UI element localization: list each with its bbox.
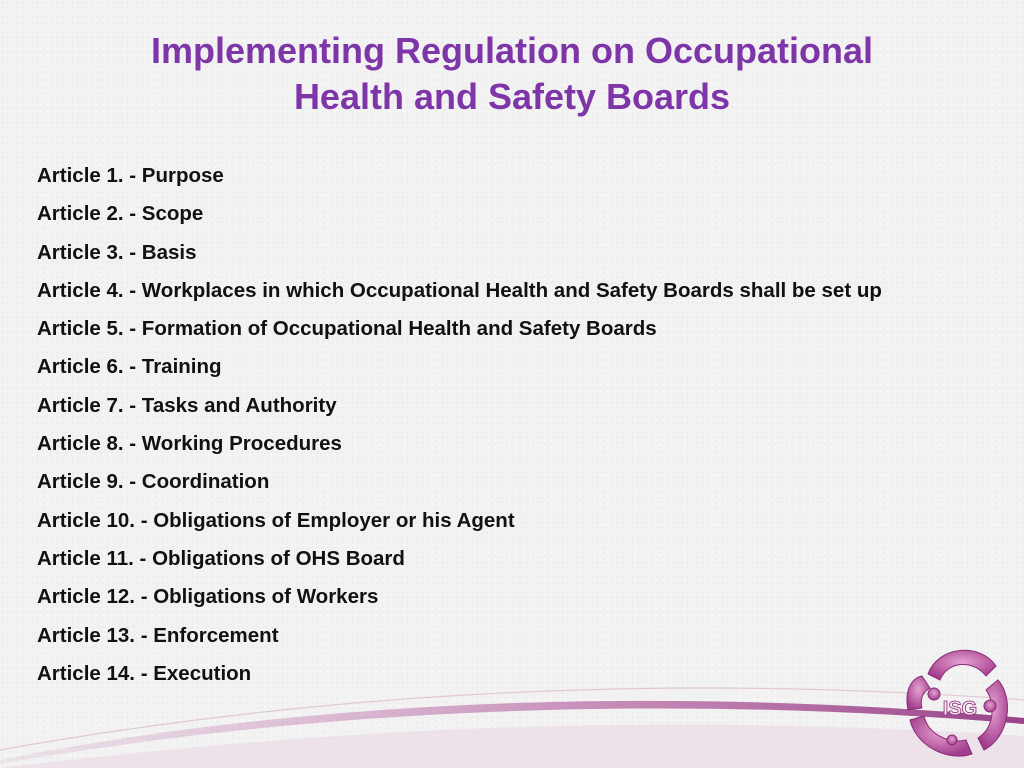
- isg-logo: [898, 636, 1020, 764]
- article-item: Article 2. - Scope: [37, 202, 204, 226]
- article-item: Article 3. - Basis: [37, 240, 197, 264]
- article-item: Article 10. - Obligations of Employer or his Agent: [37, 508, 515, 532]
- slide-title: [0, 28, 1024, 120]
- article-item: Article 4. - Workplaces in which Occupational Health and Safety Boards shall be set up: [37, 278, 882, 302]
- article-item: Article 13. - Enforcement: [37, 623, 279, 647]
- logo-text: ISG: [942, 698, 978, 720]
- article-item: Article 7. - Tasks and Authority: [37, 393, 337, 417]
- article-item: Article 14. - Execution: [37, 661, 252, 685]
- slide-title-line-2: Health and Safety Boards: [293, 76, 731, 117]
- article-list: [37, 160, 882, 696]
- article-item: Article 5. - Formation of Occupational Health and Safety Boards: [37, 317, 657, 341]
- article-item: Article 11. - Obligations of OHS Board: [37, 546, 405, 570]
- article-item: Article 12. - Obligations of Workers: [37, 585, 379, 609]
- article-item: Article 8. - Working Procedures: [37, 432, 342, 456]
- slide-title-line-1: Implementing Regulation on Occupational: [150, 30, 874, 71]
- article-item: Article 6. - Training: [37, 355, 222, 379]
- article-item: Article 9. - Coordination: [37, 470, 270, 494]
- decorative-swoosh: [0, 640, 1024, 768]
- article-item: Article 1. - Purpose: [37, 164, 224, 187]
